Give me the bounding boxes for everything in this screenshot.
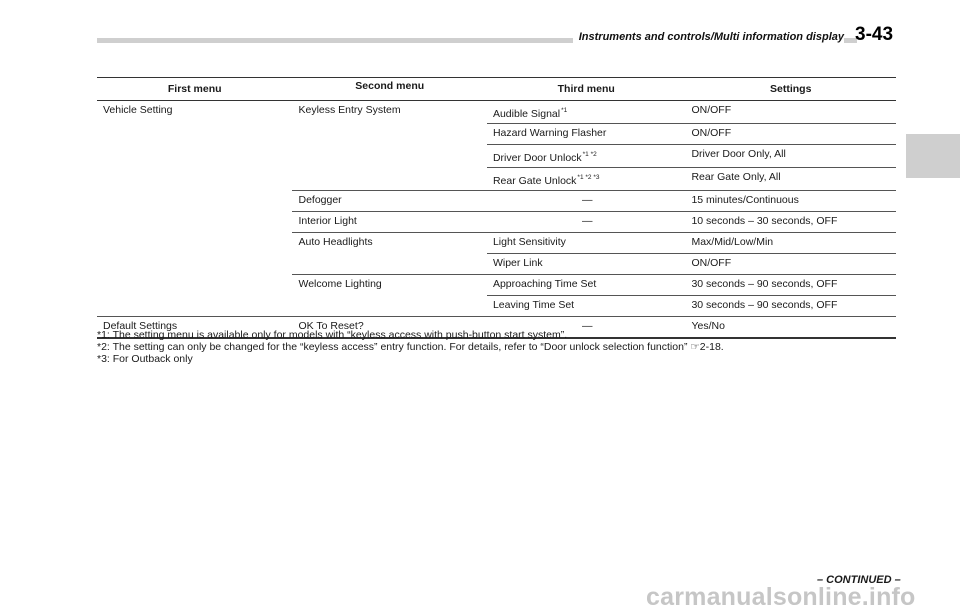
second-menu-cell: OK To Reset? [298,320,364,332]
footnote-1: *1: The setting menu is available only for models with “keyless access with push-button start system”. [97,329,568,341]
footnote-ref: *1 *2 [582,151,597,158]
chapter-tab [906,134,960,178]
settings-cell: Max/Mid/Low/Min [691,236,774,248]
third-menu-cell: Driver Door Unlock$^{*1 *2}$ [487,145,685,168]
header-first-menu: First menu [167,83,222,95]
footnote-3: *3: For Outback only [97,353,193,365]
second-menu-cell: Defogger [298,194,342,206]
continued-label: – CONTINUED – [817,574,901,586]
header-third-menu: Third menu [557,83,615,95]
table-header-row [97,78,896,101]
first-menu-cell: Default Settings [103,320,178,332]
footnote-ref: *1 [561,107,568,114]
third-menu-cell: Approaching Time Set [492,278,597,290]
header-settings: Settings [770,83,812,95]
third-menu-cell: Light Sensitivity [492,236,566,248]
settings-cell: ON/OFF [685,254,896,275]
third-menu-cell: Rear Gate Unlock$^{*1 *2 *3}$ [487,168,685,191]
page-number: 3-43 [855,24,894,45]
footnote-2: *2: The setting can only be changed for the “keyless access” entry function. For details, refer to “Door unlock selection function” ☞2-18. [97,341,724,353]
settings-cell: 30 seconds – 90 seconds, OFF [691,278,838,290]
footnote-ref: *1 *2 *3 [577,174,600,181]
footnotes [97,329,897,365]
third-menu-cell: — [581,194,593,206]
third-menu-cell: — [581,215,593,227]
third-menu-cell: Wiper Link [487,254,685,275]
second-menu-cell: Keyless Entry System [298,104,401,116]
table-row [97,101,896,124]
settings-cell: 15 minutes/Continuous [691,194,799,206]
settings-cell: Rear Gate Only, All [685,168,896,191]
settings-menu-table [97,77,896,339]
second-menu-cell: Auto Headlights [298,236,373,248]
settings-cell: 30 seconds – 90 seconds, OFF [685,296,896,317]
settings-cell: ON/OFF [685,124,896,145]
third-menu-cell: Leaving Time Set [487,296,685,317]
first-menu-cell: Vehicle Setting [103,104,173,116]
third-menu-cell: Audible Signal$^{*1}$ [492,107,568,120]
settings-cell: Driver Door Only, All [685,145,896,168]
settings-cell: 10 seconds – 30 seconds, OFF [691,215,838,227]
second-menu-cell: Welcome Lighting [298,278,382,290]
settings-cell: ON/OFF [691,104,732,116]
section-title: Instruments and controls/Multi information display [573,31,844,43]
settings-cell: Yes/No [691,320,725,332]
watermark: carmanualsonline.info [646,583,916,611]
third-menu-cell: Hazard Warning Flasher [487,124,685,145]
second-menu-cell: Interior Light [298,215,357,227]
header-second-menu: Second menu [355,80,425,92]
third-menu-cell: — [581,320,593,332]
